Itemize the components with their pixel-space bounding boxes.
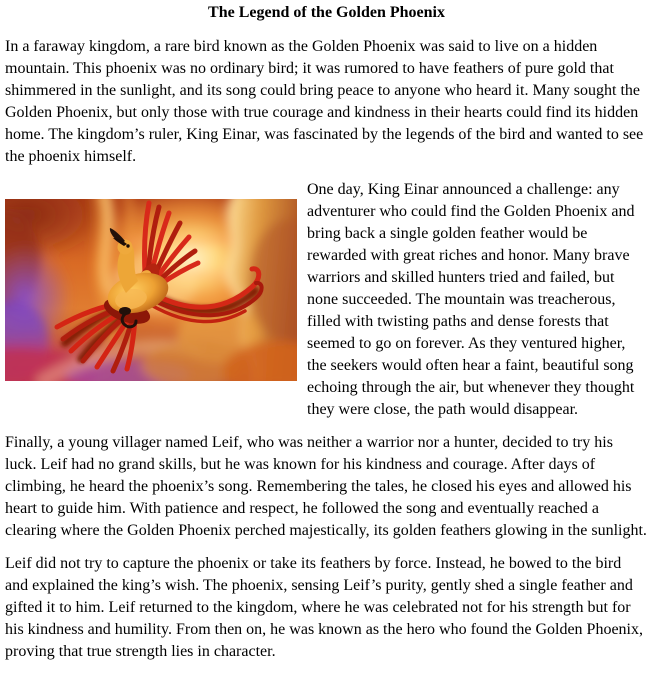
paragraph-1: In a faraway kingdom, a rare bird known as the Golden Phoenix was said to live on a hidden mountain. This phoenix was no ordinary bird; it was rumored to have feathers of pure gold that shimmered in the sunlight, and its song could bring peace to anyone who heard it. Many sought the Golden Phoenix, but only those with true courage and kindness in their hearts could find its hidden home. The kingdom’s ruler, King Einar, was fascinated by the legends of the bird and wanted to see the phoenix himself. <box>5 38 644 165</box>
paragraph-3: Finally, a young villager named Leif, who was neither a warrior nor a hunter, decided to try his luck. Leif had no grand skills, but he was known for his kindness and courage. After days of climbing, he heard the phoenix’s song. Remembering the tales, he closed his eyes and allowed his heart to guide him. With patience and respect, he followed the song and eventually reached a clearing where the Golden Phoenix perched majestically, its golden feathers glowing in the sunlight. <box>5 434 647 539</box>
page-title: The Legend of the Golden Phoenix <box>208 4 445 21</box>
phoenix-illustration <box>5 199 297 381</box>
paragraph-4: Leif did not try to capture the phoenix or take its feathers by force. Instead, he bowed to the bird and explained the king’s wish. The phoenix, sensing Leif’s purity, gently shed a single feather and gifted it to him. Leif returned to the kingdom, where he was celebrated not for his strength but for his kindness and humility. From then on, he was known as the hero who found the Golden Phoenix, proving that true strength lies in character. <box>5 555 643 660</box>
phoenix-eye <box>126 244 129 247</box>
paragraph-2-container <box>5 179 648 421</box>
paragraph-2: One day, King Einar announced a challenge: any adventurer who could find the Golden Phoenix and bring back a single golden feather would be rewarded with great riches and honor. Many brave warriors and skilled hunters tried and failed, but none succeeded. The mountain was treacherous, filled with twisting paths and dense forests that seemed to go on forever. As they ventured higher, the seekers would often hear a faint, beautiful song echoing through the air, but whenever they thought they were close, the path would disappear. <box>307 181 635 418</box>
document-page <box>5 2 648 663</box>
